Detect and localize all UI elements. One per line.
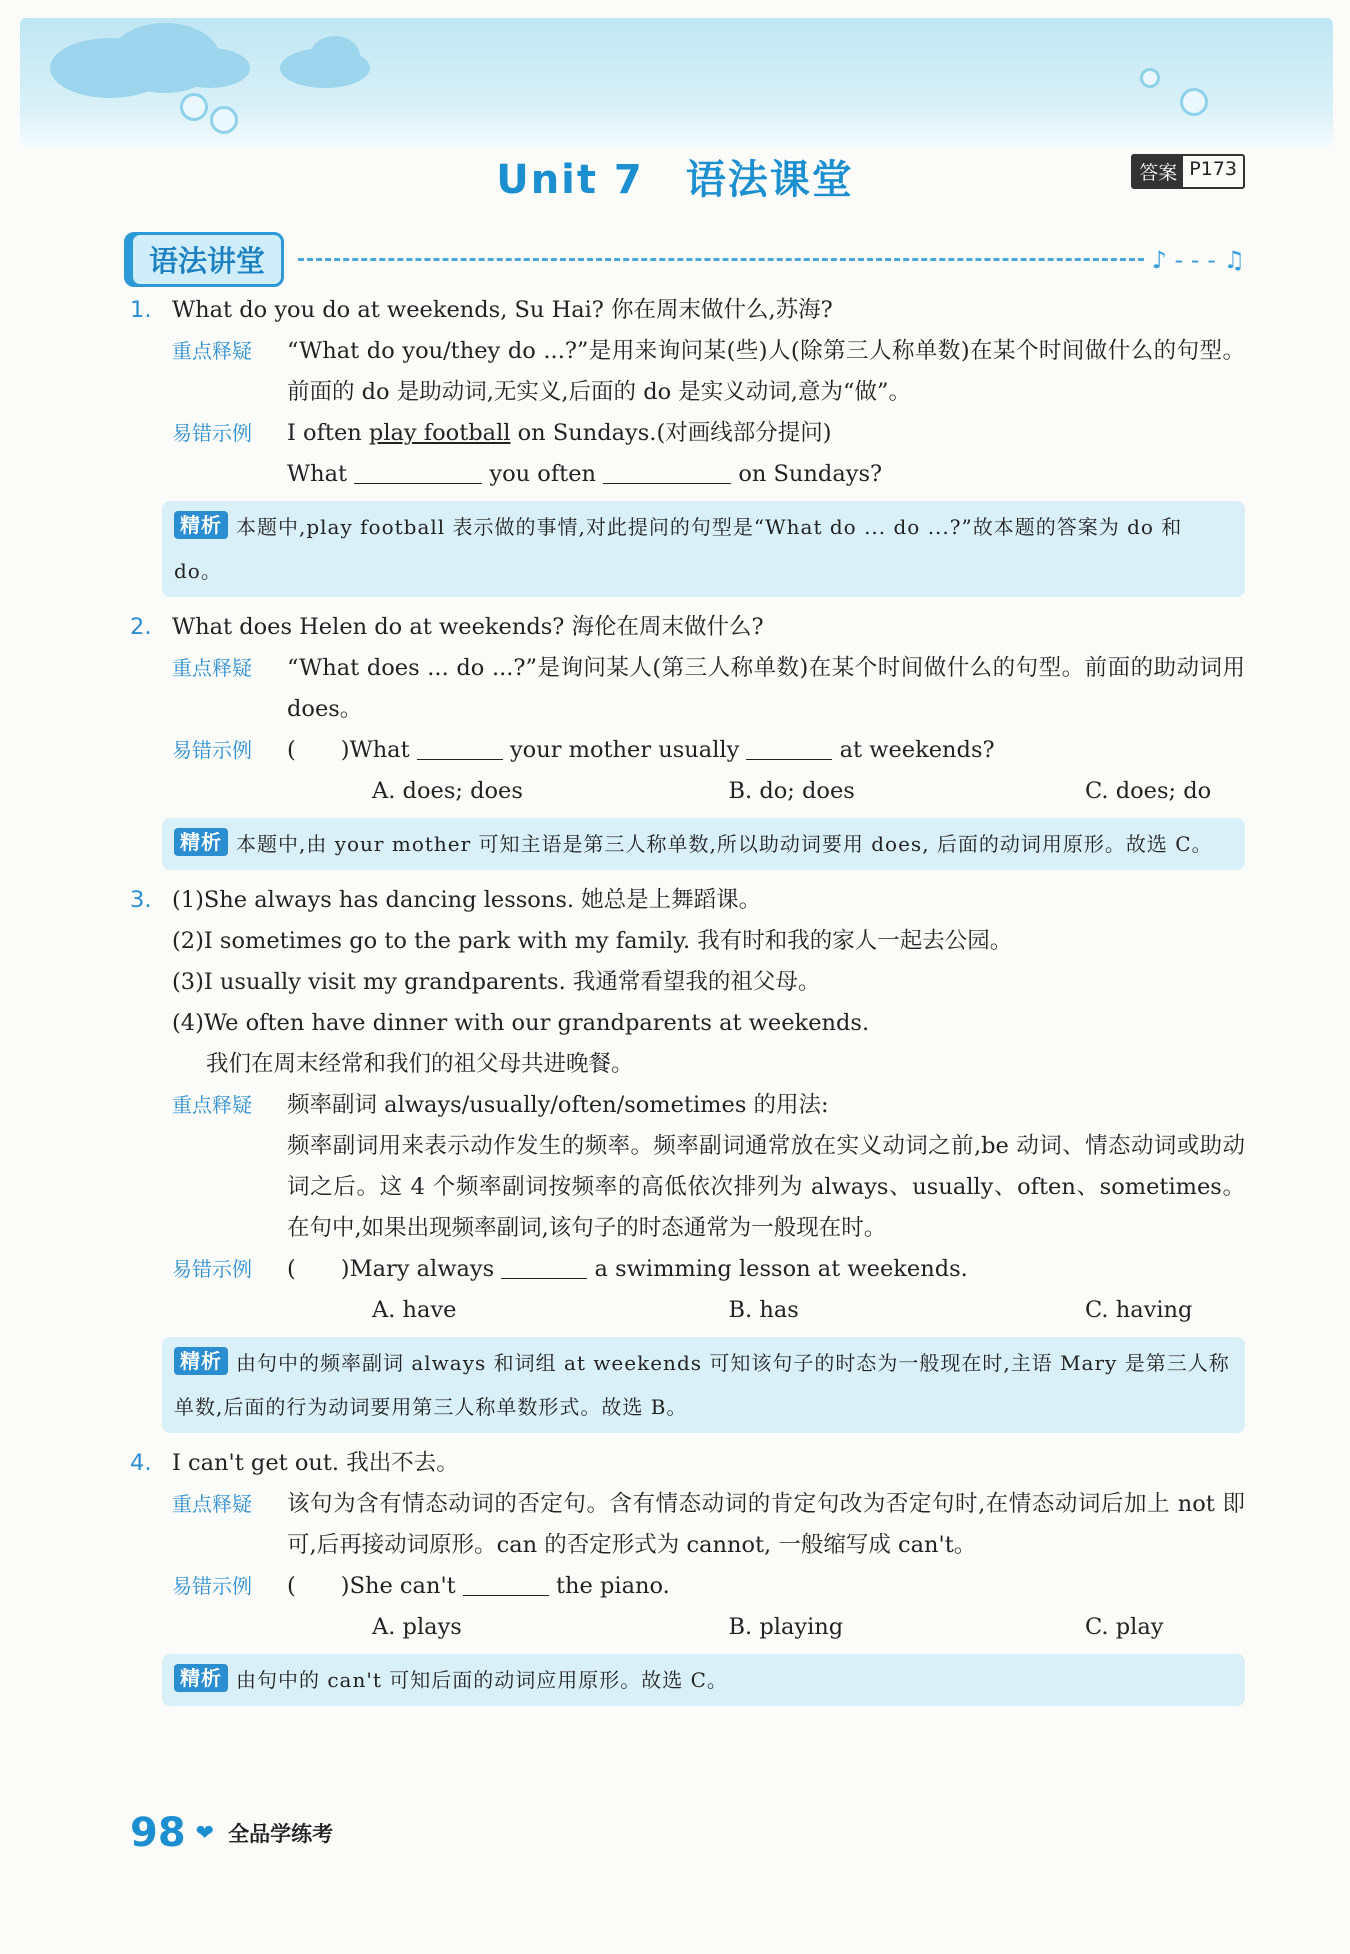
flower-icon (1180, 88, 1208, 116)
item-question: What do you do at weekends, Su Hai? 你在周末做什么,苏海? (172, 297, 833, 323)
music-note-icon: ♪ - - - ♫ (1151, 245, 1245, 274)
options-row (172, 1607, 1245, 1648)
example-label: 易错示例 (172, 1574, 252, 1598)
underlined-phrase: play football (368, 420, 511, 446)
page-footer (130, 1810, 333, 1856)
analysis-box (162, 501, 1245, 597)
option-b[interactable]: B. playing (728, 1614, 844, 1640)
grammar-item-4 (130, 1443, 1245, 1706)
option-a[interactable]: A. does; does (372, 778, 523, 804)
key-explanation: “What does ... do ...?”是询问某人(第三人称单数)在某个时间做什么的句型。前面的助动词用 does。 (287, 655, 1245, 722)
analysis-box (162, 1654, 1245, 1706)
item-number: 4. (130, 1450, 152, 1476)
example-label: 易错示例 (172, 421, 252, 445)
example-part: the piano. (555, 1573, 670, 1599)
key-body: 频率副词用来表示动作发生的频率。频率副词通常放在实义动词之前,be 动词、情态动词或助动词之后。这 4 个频率副词按频率的高低依次排列为 always、usually、often、sometimes。在句中,如果出现频率副词,该句子的时态通常为一般现在时。 (287, 1133, 1245, 1241)
item-number: 2. (130, 614, 152, 640)
answer-reference (1131, 154, 1245, 189)
example-part: Mary always (349, 1256, 495, 1282)
example-part: She can't (349, 1573, 456, 1599)
example-text (287, 413, 1245, 495)
example-sentence: (3)I usually visit my grandparents. 我通常看望我的祖父母。 (172, 969, 821, 995)
option-a[interactable]: A. have (372, 1297, 457, 1323)
answer-blank[interactable] (746, 733, 832, 760)
example-sentence: (4)We often have dinner with our grandparents at weekends. (172, 1010, 870, 1036)
heart-icon: ❤ (195, 1820, 215, 1846)
header-banner (20, 18, 1333, 148)
answer-blank[interactable] (463, 1569, 549, 1596)
section-header (130, 232, 1245, 287)
example-part: you often (489, 461, 597, 487)
flower-icon (180, 93, 208, 121)
analysis-text: 本题中,play football 表示做的事情,对此提问的句型是“What do ... do ...?”故本题的答案为 do 和 do。 (174, 515, 1183, 583)
example-sentence: (2)I sometimes go to the park with my family. 我有时和我的家人一起去公园。 (172, 928, 1013, 954)
key-label: 重点释疑 (172, 656, 252, 680)
item-question: I can't get out. 我出不去。 (172, 1450, 459, 1476)
option-b[interactable]: B. has (728, 1297, 799, 1323)
option-c[interactable]: C. having (1085, 1297, 1193, 1323)
main-content (130, 290, 1245, 1716)
section-label: 语法讲堂 (130, 232, 284, 287)
option-b[interactable]: B. do; does (728, 778, 855, 804)
answer-label: 答案 (1133, 156, 1183, 187)
answer-paren[interactable]: ( ) (287, 1573, 350, 1599)
example-part: on Sundays.(对画线部分提问) (510, 420, 832, 446)
analysis-label: 精析 (174, 1347, 228, 1375)
option-c[interactable]: C. play (1085, 1614, 1164, 1640)
example-part: your mother usually (509, 737, 740, 763)
example-part: at weekends? (839, 737, 995, 763)
analysis-label: 精析 (174, 511, 228, 539)
example-sentence-translation: 我们在周末经常和我们的祖父母共进晚餐。 (206, 1051, 634, 1077)
analysis-label: 精析 (174, 828, 228, 856)
options-row (172, 1290, 1245, 1331)
example-text (287, 730, 1245, 771)
analysis-text: 由句中的频率副词 always 和词组 at weekends 可知该句子的时态为一般现在时,主语 Mary 是第三人称单数,后面的行为动词要用第三人称单数形式。故选 B。 (174, 1351, 1230, 1419)
example-part: What (287, 461, 348, 487)
analysis-box (162, 1337, 1245, 1433)
grammar-item-3 (130, 880, 1245, 1433)
grammar-item-2 (130, 607, 1245, 870)
key-explanation: 该句为含有情态动词的否定句。含有情态动词的肯定句改为否定句时,在情态动词后加上 not 即可,后再接动词原形。can 的否定形式为 cannot, 一般缩写成 can't。 (287, 1491, 1245, 1558)
flower-icon (210, 106, 238, 134)
item-number: 3. (130, 887, 152, 913)
example-part: a swimming lesson at weekends. (594, 1256, 968, 1282)
example-part: I often (287, 420, 369, 446)
item-number: 1. (130, 297, 152, 323)
answer-blank[interactable] (501, 1252, 587, 1279)
example-sentence: (1)She always has dancing lessons. 她总是上舞蹈课。 (172, 887, 762, 913)
answer-paren[interactable]: ( ) (287, 737, 350, 763)
dashed-divider (298, 258, 1144, 261)
answer-blank[interactable] (417, 733, 503, 760)
page-title: Unit 7 语法课堂 (496, 157, 854, 203)
key-explanation (287, 1085, 1245, 1249)
key-explanation: “What do you/they do ...?”是用来询问某(些)人(除第三人称单数)在某个时间做什么的句型。前面的 do 是助动词,无实义,后面的 do 是实义动词,意为“做”。 (287, 338, 1245, 405)
key-label: 重点释疑 (172, 1492, 252, 1516)
analysis-text: 本题中,由 your mother 可知主语是第三人称单数,所以助动词要用 does, 后面的动词用原形。故选 C。 (236, 832, 1213, 856)
example-label: 易错示例 (172, 1257, 252, 1281)
key-title: 频率副词 always/usually/often/sometimes 的用法: (287, 1092, 829, 1118)
grammar-item-1 (130, 290, 1245, 597)
option-c[interactable]: C. does; do (1085, 778, 1212, 804)
page-number: 98 (130, 1810, 186, 1856)
options-row (172, 771, 1245, 812)
answer-blank[interactable] (603, 457, 731, 484)
answer-paren[interactable]: ( ) (287, 1256, 350, 1282)
example-part: on Sundays? (738, 461, 883, 487)
item-question: What does Helen do at weekends? 海伦在周末做什么? (172, 614, 764, 640)
book-name: 全品学练考 (228, 1822, 334, 1846)
example-label: 易错示例 (172, 738, 252, 762)
answer-page: P173 (1189, 158, 1237, 180)
flower-icon (1140, 68, 1160, 88)
example-part: What (349, 737, 410, 763)
analysis-text: 由句中的 can't 可知后面的动词应用原形。故选 C。 (236, 1668, 728, 1692)
analysis-label: 精析 (174, 1664, 228, 1692)
analysis-box (162, 818, 1245, 870)
key-label: 重点释疑 (172, 1093, 252, 1117)
example-text (287, 1566, 1245, 1607)
example-text (287, 1249, 1245, 1290)
answer-blank[interactable] (354, 457, 482, 484)
option-a[interactable]: A. plays (372, 1614, 462, 1640)
key-label: 重点释疑 (172, 339, 252, 363)
